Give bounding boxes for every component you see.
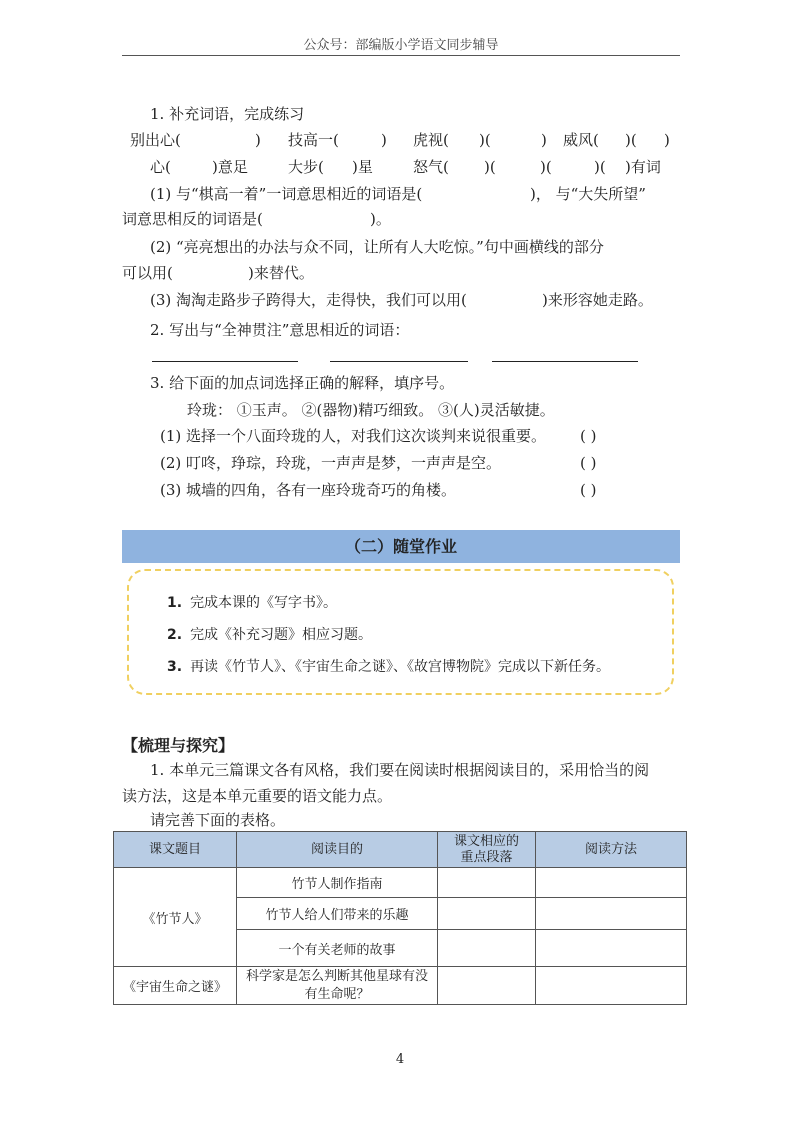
exercise-1-q2-line1: (2) “亮亮想出的办法与众不同，让所有人大吃惊。”句中画横线的部分 (150, 238, 604, 256)
column-header: 阅读方法 (536, 832, 687, 868)
answer-paren[interactable]: ( ) (580, 454, 597, 472)
exercise-1-q3b: )来形容她走路。 (542, 291, 653, 309)
exercise-1-q2-line2a: 可以用( (122, 264, 173, 282)
homework-item: 1. 完成本课的《写字书》。 (167, 595, 338, 611)
exercise-3-item: (3) 城墙的四角，各有一座玲珑奇巧的角楼。 (160, 481, 457, 499)
method-cell[interactable] (536, 930, 687, 967)
answer-blank-1[interactable] (152, 361, 298, 362)
exercise-1-q1-line1b: )， 与“大失所望” (530, 185, 646, 203)
homework-banner: （二）随堂作业 (122, 530, 680, 563)
method-cell[interactable] (536, 868, 687, 898)
exercise-1-q2-line2b: )来替代。 (248, 264, 314, 282)
paragraph-cell[interactable] (438, 967, 536, 1005)
exercise-1-q1-line2a: 词意思相反的词语是( (122, 210, 263, 228)
purpose-cell: 竹节人给人们带来的乐趣 (237, 898, 438, 930)
exercise-3-title: 3. 给下面的加点词选择正确的解释，填序号。 (150, 374, 455, 392)
table-header-row (114, 832, 687, 868)
lesson-title-cell: 《宇宙生命之谜》 (114, 967, 237, 1005)
purpose-cell: 一个有关老师的故事 (237, 930, 438, 967)
homework-item: 3. 再读《竹节人》、《宇宙生命之谜》、《故宫博物院》完成以下新任务。 (167, 659, 611, 675)
exercise-1-q3a: (3) 淘淘走路步子跨得大，走得快，我们可以用( (150, 291, 467, 309)
answer-blank-2[interactable] (330, 361, 468, 362)
table-row (114, 868, 687, 898)
purpose-cell: 科学家是怎么判断其他星球有没有生命呢？ (237, 967, 438, 1005)
exercise-3-definition: 玲珑： ①玉声。 ②(器物)精巧细致。 ③(人)灵活敏捷。 (187, 401, 555, 419)
method-cell[interactable] (536, 967, 687, 1005)
method-cell[interactable] (536, 898, 687, 930)
explore-paragraph-line2: 读方法，这是本单元重要的语文能力点。 (122, 787, 393, 805)
homework-item: 2. 完成《补充习题》相应习题。 (167, 627, 373, 643)
header-divider (122, 55, 680, 56)
explore-instruction: 请完善下面的表格。 (150, 811, 286, 829)
column-header: 阅读目的 (237, 832, 438, 868)
paragraph-cell[interactable] (438, 898, 536, 930)
purpose-cell: 竹节人制作指南 (237, 868, 438, 898)
page-number: 4 (395, 1052, 405, 1067)
column-header: 课文相应的 重点段落 (438, 832, 536, 868)
lesson-title-cell: 《竹节人》 (114, 868, 237, 967)
exercise-2-title: 2. 写出与“全神贯注”意思相近的词语： (150, 321, 410, 339)
exercise-1-q1-line2b: )。 (370, 210, 391, 228)
exercise-3-item: (1) 选择一个八面玲珑的人，对我们这次谈判来说很重要。 (160, 427, 547, 445)
page-header: 公众号：部编版小学语文同步辅导 (303, 38, 499, 53)
exercise-1-q1-line1a: (1) 与“棋高一着”一词意思相近的词语是( (150, 185, 423, 203)
paragraph-cell[interactable] (438, 868, 536, 898)
section-title: 【梳理与探究】 (122, 736, 235, 755)
answer-paren[interactable]: ( ) (580, 427, 597, 445)
answer-blank-3[interactable] (492, 361, 638, 362)
answer-paren[interactable]: ( ) (580, 481, 597, 499)
exercise-3-item: (2) 叮咚，琤琮，玲珑，一声声是梦，一声声是空。 (160, 454, 502, 472)
explore-paragraph-line1: 1. 本单元三篇课文各有风格，我们要在阅读时根据阅读目的，采用恰当的阅 (150, 761, 650, 779)
exercise-1-title: 1. 补充词语，完成练习 (150, 105, 305, 123)
table-row (114, 967, 687, 1005)
paragraph-cell[interactable] (438, 930, 536, 967)
reading-table (113, 831, 687, 1005)
column-header: 课文题目 (114, 832, 237, 868)
